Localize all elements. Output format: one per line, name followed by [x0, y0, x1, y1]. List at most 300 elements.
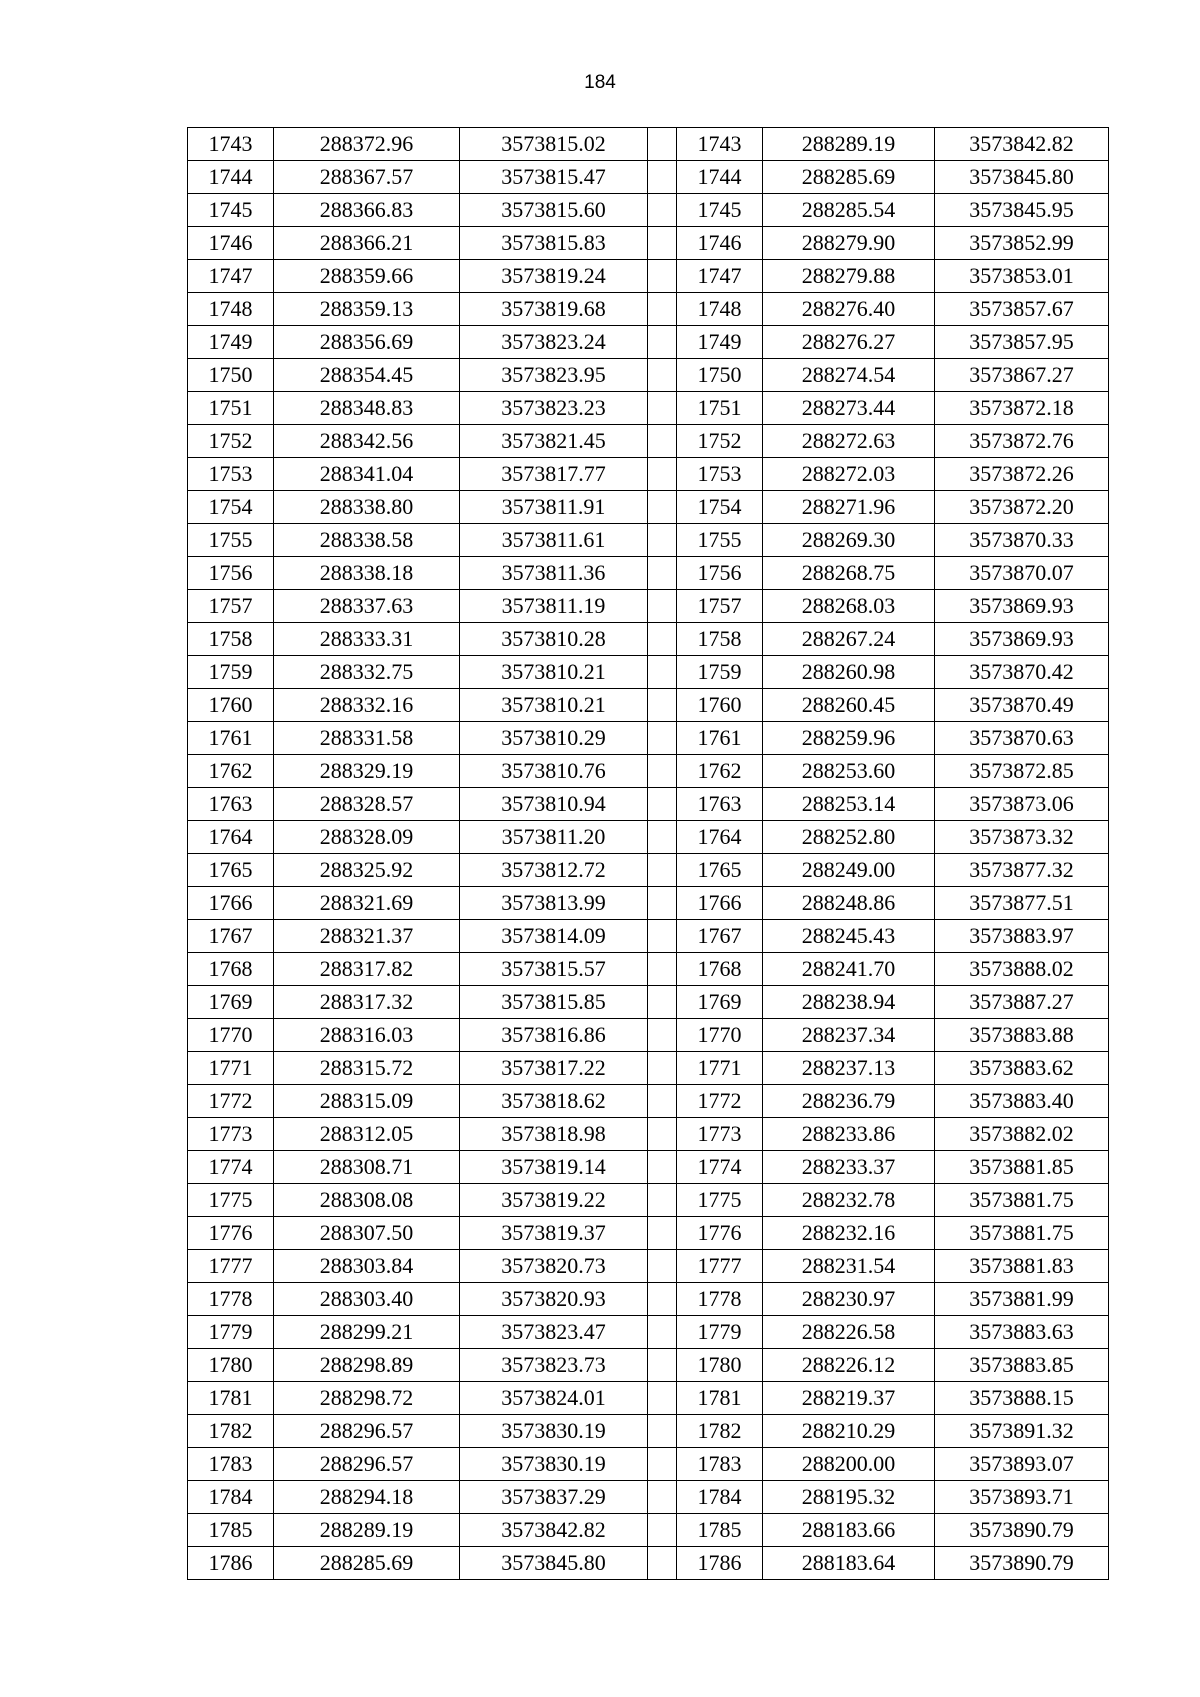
- x-coord-right: 288279.88: [763, 260, 935, 293]
- x-coord-left: 288328.57: [274, 788, 460, 821]
- y-coord-right: 3573887.27: [935, 986, 1109, 1019]
- separator-cell: [648, 1085, 677, 1118]
- separator-cell: [648, 1283, 677, 1316]
- x-coord-left: 288367.57: [274, 161, 460, 194]
- point-id-left: 1765: [188, 854, 274, 887]
- point-id-left: 1770: [188, 1019, 274, 1052]
- point-id-right: 1751: [677, 392, 763, 425]
- y-coord-left: 3573815.85: [460, 986, 648, 1019]
- x-coord-right: 288232.16: [763, 1217, 935, 1250]
- point-id-left: 1777: [188, 1250, 274, 1283]
- x-coord-right: 288272.03: [763, 458, 935, 491]
- y-coord-right: 3573872.26: [935, 458, 1109, 491]
- y-coord-left: 3573818.62: [460, 1085, 648, 1118]
- y-coord-left: 3573810.21: [460, 689, 648, 722]
- point-id-left: 1763: [188, 788, 274, 821]
- x-coord-left: 288366.21: [274, 227, 460, 260]
- table-row: [188, 1052, 1109, 1085]
- x-coord-left: 288331.58: [274, 722, 460, 755]
- separator-cell: [648, 689, 677, 722]
- y-coord-right: 3573872.20: [935, 491, 1109, 524]
- x-coord-left: 288359.66: [274, 260, 460, 293]
- separator-cell: [648, 227, 677, 260]
- table-row: [188, 1250, 1109, 1283]
- x-coord-left: 288315.09: [274, 1085, 460, 1118]
- point-id-right: 1746: [677, 227, 763, 260]
- y-coord-right: 3573870.42: [935, 656, 1109, 689]
- point-id-right: 1778: [677, 1283, 763, 1316]
- y-coord-right: 3573888.02: [935, 953, 1109, 986]
- x-coord-right: 288268.03: [763, 590, 935, 623]
- separator-cell: [648, 656, 677, 689]
- table-row: [188, 656, 1109, 689]
- x-coord-left: 288312.05: [274, 1118, 460, 1151]
- point-id-left: 1769: [188, 986, 274, 1019]
- x-coord-left: 288333.31: [274, 623, 460, 656]
- point-id-right: 1776: [677, 1217, 763, 1250]
- point-id-left: 1750: [188, 359, 274, 392]
- table-row: [188, 1481, 1109, 1514]
- y-coord-left: 3573845.80: [460, 1547, 648, 1580]
- y-coord-right: 3573877.51: [935, 887, 1109, 920]
- x-coord-left: 288338.18: [274, 557, 460, 590]
- separator-cell: [648, 821, 677, 854]
- separator-cell: [648, 854, 677, 887]
- separator-cell: [648, 1250, 677, 1283]
- point-id-left: 1745: [188, 194, 274, 227]
- y-coord-left: 3573830.19: [460, 1448, 648, 1481]
- y-coord-right: 3573845.80: [935, 161, 1109, 194]
- point-id-right: 1761: [677, 722, 763, 755]
- point-id-left: 1780: [188, 1349, 274, 1382]
- table-row: [188, 920, 1109, 953]
- y-coord-left: 3573837.29: [460, 1481, 648, 1514]
- y-coord-right: 3573872.85: [935, 755, 1109, 788]
- y-coord-right: 3573867.27: [935, 359, 1109, 392]
- point-id-left: 1746: [188, 227, 274, 260]
- x-coord-left: 288303.84: [274, 1250, 460, 1283]
- point-id-left: 1786: [188, 1547, 274, 1580]
- y-coord-left: 3573818.98: [460, 1118, 648, 1151]
- table-row: [188, 1349, 1109, 1382]
- separator-cell: [648, 557, 677, 590]
- point-id-right: 1783: [677, 1448, 763, 1481]
- point-id-left: 1747: [188, 260, 274, 293]
- point-id-left: 1756: [188, 557, 274, 590]
- x-coord-right: 288200.00: [763, 1448, 935, 1481]
- separator-cell: [648, 986, 677, 1019]
- point-id-left: 1778: [188, 1283, 274, 1316]
- y-coord-right: 3573881.75: [935, 1184, 1109, 1217]
- x-coord-right: 288268.75: [763, 557, 935, 590]
- x-coord-left: 288328.09: [274, 821, 460, 854]
- point-id-right: 1771: [677, 1052, 763, 1085]
- y-coord-right: 3573870.07: [935, 557, 1109, 590]
- point-id-right: 1765: [677, 854, 763, 887]
- y-coord-left: 3573823.47: [460, 1316, 648, 1349]
- point-id-right: 1784: [677, 1481, 763, 1514]
- x-coord-left: 288338.80: [274, 491, 460, 524]
- point-id-right: 1777: [677, 1250, 763, 1283]
- x-coord-right: 288232.78: [763, 1184, 935, 1217]
- x-coord-right: 288253.14: [763, 788, 935, 821]
- y-coord-right: 3573888.15: [935, 1382, 1109, 1415]
- point-id-left: 1773: [188, 1118, 274, 1151]
- x-coord-right: 288219.37: [763, 1382, 935, 1415]
- x-coord-right: 288233.86: [763, 1118, 935, 1151]
- x-coord-left: 288354.45: [274, 359, 460, 392]
- separator-cell: [648, 755, 677, 788]
- separator-cell: [648, 1448, 677, 1481]
- point-id-left: 1751: [188, 392, 274, 425]
- x-coord-left: 288338.58: [274, 524, 460, 557]
- point-id-left: 1776: [188, 1217, 274, 1250]
- separator-cell: [648, 194, 677, 227]
- separator-cell: [648, 920, 677, 953]
- table-row: [188, 1547, 1109, 1580]
- x-coord-left: 288332.16: [274, 689, 460, 722]
- y-coord-left: 3573823.73: [460, 1349, 648, 1382]
- separator-cell: [648, 1019, 677, 1052]
- point-id-right: 1745: [677, 194, 763, 227]
- table-row: [188, 1448, 1109, 1481]
- point-id-left: 1761: [188, 722, 274, 755]
- y-coord-right: 3573869.93: [935, 623, 1109, 656]
- table-row: [188, 986, 1109, 1019]
- table-row: [188, 1514, 1109, 1547]
- x-coord-right: 288279.90: [763, 227, 935, 260]
- x-coord-right: 288289.19: [763, 128, 935, 161]
- point-id-left: 1754: [188, 491, 274, 524]
- y-coord-left: 3573830.19: [460, 1415, 648, 1448]
- point-id-right: 1770: [677, 1019, 763, 1052]
- table-row: [188, 293, 1109, 326]
- x-coord-right: 288245.43: [763, 920, 935, 953]
- y-coord-right: 3573881.99: [935, 1283, 1109, 1316]
- x-coord-right: 288271.96: [763, 491, 935, 524]
- x-coord-left: 288356.69: [274, 326, 460, 359]
- x-coord-right: 288233.37: [763, 1151, 935, 1184]
- y-coord-left: 3573811.61: [460, 524, 648, 557]
- point-id-left: 1762: [188, 755, 274, 788]
- point-id-left: 1760: [188, 689, 274, 722]
- point-id-left: 1766: [188, 887, 274, 920]
- separator-cell: [648, 458, 677, 491]
- y-coord-right: 3573870.33: [935, 524, 1109, 557]
- point-id-left: 1783: [188, 1448, 274, 1481]
- point-id-right: 1768: [677, 953, 763, 986]
- y-coord-left: 3573811.91: [460, 491, 648, 524]
- separator-cell: [648, 491, 677, 524]
- point-id-right: 1750: [677, 359, 763, 392]
- x-coord-left: 288321.69: [274, 887, 460, 920]
- point-id-left: 1772: [188, 1085, 274, 1118]
- y-coord-left: 3573823.24: [460, 326, 648, 359]
- point-id-left: 1768: [188, 953, 274, 986]
- y-coord-right: 3573883.40: [935, 1085, 1109, 1118]
- y-coord-left: 3573819.14: [460, 1151, 648, 1184]
- separator-cell: [648, 1514, 677, 1547]
- table-row: [188, 359, 1109, 392]
- point-id-right: 1759: [677, 656, 763, 689]
- y-coord-right: 3573881.75: [935, 1217, 1109, 1250]
- point-id-right: 1779: [677, 1316, 763, 1349]
- y-coord-right: 3573893.71: [935, 1481, 1109, 1514]
- separator-cell: [648, 1316, 677, 1349]
- y-coord-left: 3573824.01: [460, 1382, 648, 1415]
- x-coord-right: 288252.80: [763, 821, 935, 854]
- x-coord-right: 288269.30: [763, 524, 935, 557]
- y-coord-left: 3573815.60: [460, 194, 648, 227]
- y-coord-right: 3573881.83: [935, 1250, 1109, 1283]
- x-coord-right: 288260.45: [763, 689, 935, 722]
- y-coord-left: 3573817.22: [460, 1052, 648, 1085]
- point-id-right: 1769: [677, 986, 763, 1019]
- x-coord-right: 288237.13: [763, 1052, 935, 1085]
- point-id-right: 1743: [677, 128, 763, 161]
- y-coord-left: 3573810.21: [460, 656, 648, 689]
- point-id-right: 1786: [677, 1547, 763, 1580]
- y-coord-right: 3573881.85: [935, 1151, 1109, 1184]
- separator-cell: [648, 161, 677, 194]
- table-row: [188, 425, 1109, 458]
- table-row: [188, 590, 1109, 623]
- point-id-right: 1772: [677, 1085, 763, 1118]
- point-id-right: 1753: [677, 458, 763, 491]
- x-coord-left: 288359.13: [274, 293, 460, 326]
- separator-cell: [648, 953, 677, 986]
- point-id-left: 1767: [188, 920, 274, 953]
- y-coord-left: 3573815.47: [460, 161, 648, 194]
- separator-cell: [648, 788, 677, 821]
- y-coord-right: 3573883.88: [935, 1019, 1109, 1052]
- table-row: [188, 260, 1109, 293]
- y-coord-left: 3573817.77: [460, 458, 648, 491]
- point-id-right: 1755: [677, 524, 763, 557]
- x-coord-left: 288348.83: [274, 392, 460, 425]
- x-coord-right: 288267.24: [763, 623, 935, 656]
- y-coord-left: 3573810.29: [460, 722, 648, 755]
- point-id-right: 1767: [677, 920, 763, 953]
- y-coord-left: 3573811.36: [460, 557, 648, 590]
- point-id-left: 1749: [188, 326, 274, 359]
- y-coord-left: 3573821.45: [460, 425, 648, 458]
- separator-cell: [648, 1118, 677, 1151]
- separator-cell: [648, 590, 677, 623]
- point-id-right: 1764: [677, 821, 763, 854]
- x-coord-right: 288249.00: [763, 854, 935, 887]
- y-coord-right: 3573872.76: [935, 425, 1109, 458]
- table-row: [188, 1118, 1109, 1151]
- point-id-right: 1763: [677, 788, 763, 821]
- x-coord-right: 288285.54: [763, 194, 935, 227]
- point-id-right: 1775: [677, 1184, 763, 1217]
- x-coord-right: 288226.12: [763, 1349, 935, 1382]
- point-id-left: 1755: [188, 524, 274, 557]
- y-coord-left: 3573814.09: [460, 920, 648, 953]
- x-coord-right: 288253.60: [763, 755, 935, 788]
- table-row: [188, 326, 1109, 359]
- x-coord-right: 288236.79: [763, 1085, 935, 1118]
- x-coord-left: 288342.56: [274, 425, 460, 458]
- point-id-right: 1762: [677, 755, 763, 788]
- table-row: [188, 689, 1109, 722]
- x-coord-right: 288230.97: [763, 1283, 935, 1316]
- y-coord-right: 3573857.95: [935, 326, 1109, 359]
- x-coord-right: 288248.86: [763, 887, 935, 920]
- x-coord-right: 288237.34: [763, 1019, 935, 1052]
- x-coord-left: 288317.82: [274, 953, 460, 986]
- table-row: [188, 1415, 1109, 1448]
- x-coord-left: 288298.89: [274, 1349, 460, 1382]
- point-id-right: 1773: [677, 1118, 763, 1151]
- separator-cell: [648, 1547, 677, 1580]
- point-id-right: 1756: [677, 557, 763, 590]
- table-row: [188, 1283, 1109, 1316]
- table-row: [188, 755, 1109, 788]
- y-coord-left: 3573810.76: [460, 755, 648, 788]
- point-id-left: 1748: [188, 293, 274, 326]
- point-id-left: 1758: [188, 623, 274, 656]
- y-coord-left: 3573815.02: [460, 128, 648, 161]
- x-coord-left: 288341.04: [274, 458, 460, 491]
- separator-cell: [648, 1151, 677, 1184]
- x-coord-left: 288289.19: [274, 1514, 460, 1547]
- x-coord-right: 288276.40: [763, 293, 935, 326]
- separator-cell: [648, 260, 677, 293]
- y-coord-right: 3573890.79: [935, 1547, 1109, 1580]
- point-id-left: 1757: [188, 590, 274, 623]
- y-coord-right: 3573853.01: [935, 260, 1109, 293]
- x-coord-left: 288296.57: [274, 1415, 460, 1448]
- table-row: [188, 557, 1109, 590]
- point-id-left: 1779: [188, 1316, 274, 1349]
- y-coord-right: 3573891.32: [935, 1415, 1109, 1448]
- table-row: [188, 1382, 1109, 1415]
- x-coord-left: 288325.92: [274, 854, 460, 887]
- y-coord-right: 3573869.93: [935, 590, 1109, 623]
- point-id-right: 1748: [677, 293, 763, 326]
- coordinates-table: [187, 127, 1109, 1580]
- x-coord-right: 288226.58: [763, 1316, 935, 1349]
- x-coord-left: 288332.75: [274, 656, 460, 689]
- y-coord-left: 3573819.22: [460, 1184, 648, 1217]
- x-coord-right: 288238.94: [763, 986, 935, 1019]
- x-coord-right: 288274.54: [763, 359, 935, 392]
- x-coord-left: 288372.96: [274, 128, 460, 161]
- x-coord-left: 288308.08: [274, 1184, 460, 1217]
- separator-cell: [648, 1481, 677, 1514]
- y-coord-right: 3573873.06: [935, 788, 1109, 821]
- point-id-right: 1780: [677, 1349, 763, 1382]
- y-coord-right: 3573870.49: [935, 689, 1109, 722]
- point-id-right: 1760: [677, 689, 763, 722]
- table-row: [188, 1316, 1109, 1349]
- separator-cell: [648, 392, 677, 425]
- x-coord-right: 288273.44: [763, 392, 935, 425]
- separator-cell: [648, 887, 677, 920]
- y-coord-right: 3573845.95: [935, 194, 1109, 227]
- y-coord-right: 3573873.32: [935, 821, 1109, 854]
- x-coord-right: 288272.63: [763, 425, 935, 458]
- y-coord-left: 3573810.94: [460, 788, 648, 821]
- table-row: [188, 854, 1109, 887]
- x-coord-right: 288241.70: [763, 953, 935, 986]
- x-coord-right: 288195.32: [763, 1481, 935, 1514]
- x-coord-right: 288259.96: [763, 722, 935, 755]
- y-coord-left: 3573819.37: [460, 1217, 648, 1250]
- x-coord-left: 288315.72: [274, 1052, 460, 1085]
- x-coord-left: 288294.18: [274, 1481, 460, 1514]
- y-coord-left: 3573811.20: [460, 821, 648, 854]
- table-row: [188, 491, 1109, 524]
- point-id-left: 1782: [188, 1415, 274, 1448]
- point-id-left: 1759: [188, 656, 274, 689]
- y-coord-right: 3573852.99: [935, 227, 1109, 260]
- y-coord-right: 3573883.63: [935, 1316, 1109, 1349]
- x-coord-left: 288321.37: [274, 920, 460, 953]
- y-coord-right: 3573883.62: [935, 1052, 1109, 1085]
- x-coord-left: 288307.50: [274, 1217, 460, 1250]
- point-id-right: 1758: [677, 623, 763, 656]
- separator-cell: [648, 359, 677, 392]
- y-coord-right: 3573877.32: [935, 854, 1109, 887]
- separator-cell: [648, 1415, 677, 1448]
- x-coord-left: 288298.72: [274, 1382, 460, 1415]
- point-id-left: 1752: [188, 425, 274, 458]
- point-id-right: 1744: [677, 161, 763, 194]
- table-row: [188, 1151, 1109, 1184]
- y-coord-right: 3573883.97: [935, 920, 1109, 953]
- y-coord-left: 3573815.83: [460, 227, 648, 260]
- separator-cell: [648, 1217, 677, 1250]
- y-coord-right: 3573882.02: [935, 1118, 1109, 1151]
- separator-cell: [648, 1184, 677, 1217]
- point-id-right: 1757: [677, 590, 763, 623]
- x-coord-right: 288231.54: [763, 1250, 935, 1283]
- table-row: [188, 887, 1109, 920]
- y-coord-right: 3573857.67: [935, 293, 1109, 326]
- point-id-left: 1774: [188, 1151, 274, 1184]
- y-coord-left: 3573816.86: [460, 1019, 648, 1052]
- x-coord-right: 288210.29: [763, 1415, 935, 1448]
- separator-cell: [648, 128, 677, 161]
- y-coord-left: 3573820.93: [460, 1283, 648, 1316]
- table-row: [188, 953, 1109, 986]
- separator-cell: [648, 623, 677, 656]
- y-coord-left: 3573810.28: [460, 623, 648, 656]
- x-coord-left: 288316.03: [274, 1019, 460, 1052]
- y-coord-right: 3573870.63: [935, 722, 1109, 755]
- x-coord-right: 288285.69: [763, 161, 935, 194]
- y-coord-left: 3573820.73: [460, 1250, 648, 1283]
- separator-cell: [648, 1349, 677, 1382]
- point-id-right: 1782: [677, 1415, 763, 1448]
- separator-cell: [648, 722, 677, 755]
- separator-cell: [648, 326, 677, 359]
- point-id-right: 1752: [677, 425, 763, 458]
- point-id-right: 1754: [677, 491, 763, 524]
- point-id-right: 1774: [677, 1151, 763, 1184]
- point-id-right: 1781: [677, 1382, 763, 1415]
- x-coord-left: 288308.71: [274, 1151, 460, 1184]
- table-row: [188, 623, 1109, 656]
- point-id-right: 1785: [677, 1514, 763, 1547]
- point-id-left: 1744: [188, 161, 274, 194]
- separator-cell: [648, 1052, 677, 1085]
- table-row: [188, 1085, 1109, 1118]
- separator-cell: [648, 425, 677, 458]
